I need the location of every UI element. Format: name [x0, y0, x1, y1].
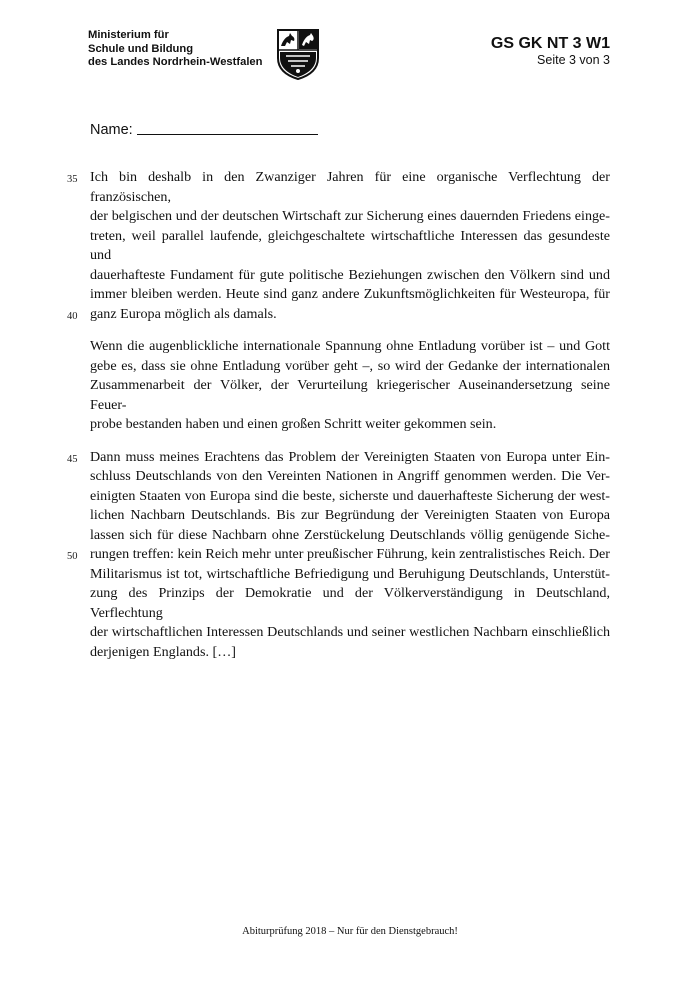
text-line: [90, 487, 610, 507]
text-line: [67, 168, 610, 207]
line-text: treten, weil parallel laufende, gleichgeschaltete wirtschaftliche Interessen das gesundeste und: [90, 227, 610, 263]
line-text: rungen treffen: kein Reich mehr unter preußischer Führung, kein zentralistisches Reich. Der: [90, 546, 610, 562]
line-number: 35: [67, 174, 78, 185]
line-text: zung des Prinzips der Demokratie und der Völkerverständigung in Deutschland, Verflechtung: [90, 585, 610, 621]
line-text: dauerhafteste Fundament für gute politische Beziehungen zwischen den Völkern sind und: [90, 266, 610, 283]
ministry-line: Schule und Bildung: [88, 42, 194, 55]
text-line: [90, 643, 610, 663]
line-text: ganz Europa möglich als damals.: [90, 305, 277, 322]
line-text: gebe es, dass sie ohne Entladung vorüber geht –, so wird der Gedanke der internationalen: [90, 357, 610, 374]
line-text: Militarismus ist tot, wirtschaftliche Befriedigung und Beruhigung Deutschlands, Unterstüt-: [90, 565, 610, 582]
line-text: der wirtschaftlichen Interessen Deutschlands und seiner westlichen Nachbarn einschließlich: [90, 624, 610, 640]
text-line: [90, 584, 610, 623]
paragraph: [67, 168, 610, 324]
text-line: [90, 565, 610, 585]
text-line: [90, 227, 610, 266]
text-line: [90, 415, 610, 435]
line-text: Wenn die augenblickliche internationale Spannung ohne Entladung vorüber ist – und Gott: [90, 338, 610, 354]
document-body: [67, 168, 610, 675]
text-line: [67, 545, 610, 565]
line-text: derjenigen Englands. […]: [90, 643, 236, 660]
line-text: Zusammenarbeit der Völker, der Verurteilung kriegerischer Auseinandersetzung seine Feuer-: [90, 377, 610, 413]
line-text: probe bestanden haben und einen großen Schritt weiter gekommen sein.: [90, 416, 497, 432]
line-text: lassen sich für diese Nachbarn ohne Zerstückelung Deutschlands völlig genügende Siche-: [90, 526, 610, 543]
paragraph: [90, 337, 610, 435]
text-line: [67, 448, 610, 468]
text-line: [90, 623, 610, 643]
line-text: immer bleiben werden. Heute sind ganz andere Zukunftsmöglichkeiten für Westeuropa, für: [90, 286, 610, 302]
text-line: [90, 376, 610, 415]
text-line: [90, 526, 610, 546]
text-line: [90, 207, 610, 227]
ministry-name: [88, 29, 262, 70]
nrw-coat-of-arms-icon: [276, 28, 320, 80]
text-line: [90, 357, 610, 377]
line-text: einigten Staaten von Europa sind die beste, sicherste und dauerhafteste Sicherung der west-: [90, 487, 610, 504]
line-number: 45: [67, 453, 78, 465]
line-number: 40: [67, 310, 78, 322]
exam-code: GS GK NT 3 W1: [490, 35, 610, 52]
text-line: [90, 285, 610, 305]
line-text: lichen Nachbarn Deutschlands. Bis zur Begründung der Vereinigten Staaten von Europa: [90, 507, 610, 523]
text-line: [90, 266, 610, 286]
name-field: [90, 120, 318, 138]
name-label: Name:: [90, 122, 133, 138]
name-blank: [137, 120, 318, 135]
ministry-line: Ministerium für: [88, 29, 169, 41]
text-line: [90, 467, 610, 487]
text-line: [90, 506, 610, 526]
paragraph: [67, 448, 610, 663]
line-text: Ich bin deshalb in den Zwanziger Jahren für eine organische Verflechtung der französischen,: [90, 169, 610, 205]
line-number: 50: [67, 551, 78, 562]
page-info: Seite 3 von 3: [537, 53, 610, 67]
text-line: [90, 337, 610, 357]
page-footer: Abiturprüfung 2018 – Nur für den Dienstgebrauch!: [242, 926, 458, 937]
exam-code-block: [491, 35, 610, 68]
text-line: [67, 305, 610, 325]
line-text: der belgischen und der deutschen Wirtschaft zur Sicherung eines dauernden Friedens einge-: [90, 208, 610, 224]
line-text: schluss Deutschlands von den Vereinten Nationen in Angriff genommen werden. Die Ver-: [90, 468, 610, 484]
ministry-line: des Landes Nordrhein-Westfalen: [88, 56, 263, 69]
line-text: Dann muss meines Erachtens das Problem der Vereinigten Staaten von Europa unter Ein-: [90, 448, 610, 465]
